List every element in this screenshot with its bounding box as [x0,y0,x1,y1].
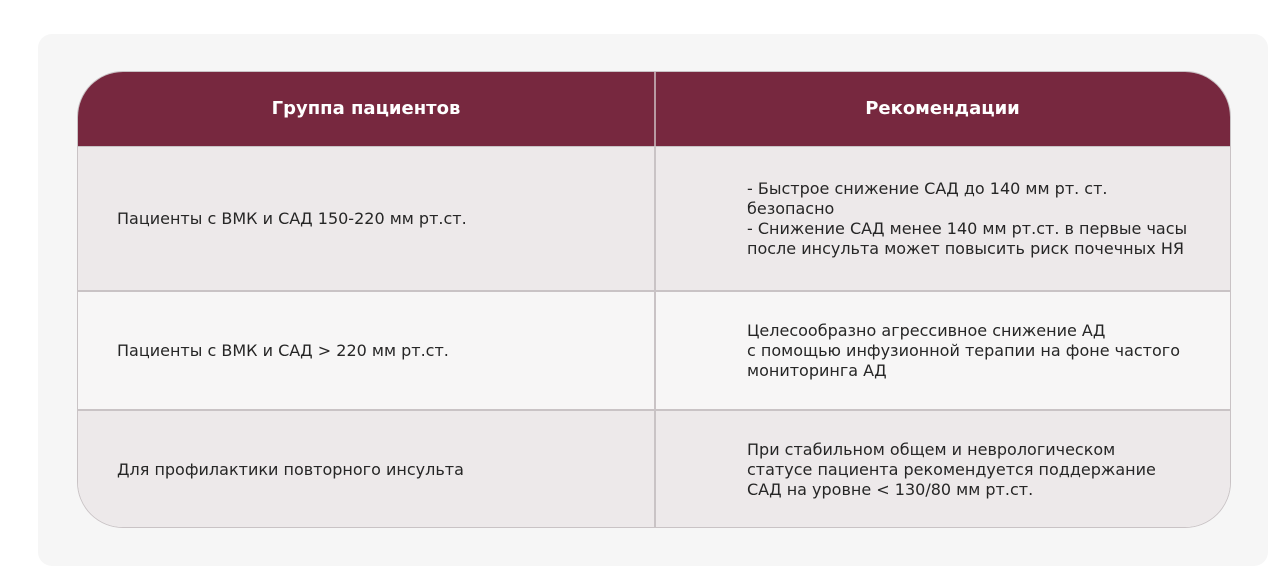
recommendation-cell [654,292,1229,409]
recommendation-text [747,321,1180,381]
table-row [78,409,1230,528]
patient-group-cell: Для профилактики повторного инсульта [117,460,464,479]
recommendation-text [747,179,1187,259]
recommendation-line: безопасно [747,198,835,218]
recommendation-text [747,440,1156,500]
patient-group-cell: Пациенты с ВМК и САД 150-220 мм рт.ст. [117,208,467,228]
recommendation-line: мониторинга АД [747,360,887,380]
recommendation-line: - Снижение САД менее 140 мм рт.ст. в первые часы [747,218,1188,238]
recommendation-line: САД на уровне < 130/80 мм рт.ст. [747,480,1034,499]
recommendation-line: Целесообразно агрессивное снижение АД [747,320,1106,340]
recommendation-line: статусе пациента рекомендуется поддержание [747,460,1156,479]
recommendation-line: с помощью инфузионной терапии на фоне частого [747,340,1180,360]
table-row [78,146,1230,290]
header-recommendations: Рекомендации [654,72,1229,146]
recommendation-line: При стабильном общем и неврологическом [747,440,1116,459]
recommendation-line: - Быстрое снижение САД до 140 мм рт. ст. [747,178,1108,198]
recommendations-table [77,71,1231,528]
recommendation-cell [654,411,1229,528]
patient-group-cell: Пациенты с ВМК и САД > 220 мм рт.ст. [117,340,449,360]
table-header-row [78,72,1230,146]
recommendation-cell [654,147,1229,290]
recommendation-line: после инсульта может повысить риск почечных НЯ [747,238,1184,258]
table-row [78,290,1230,409]
header-patient-group: Группа пациентов [271,98,461,119]
